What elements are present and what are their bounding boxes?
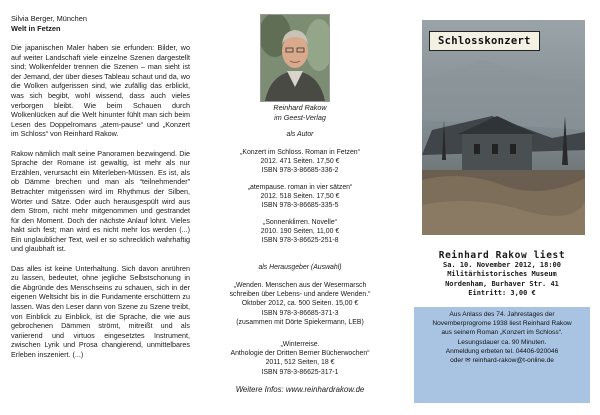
as-author-label: als Autor [286,131,314,138]
book-entry [202,183,398,211]
book-line: 2010. 190 Seiten, 11,00 € [260,228,340,236]
edited-line: ISBN 978-3-86625-317-1 [261,368,339,376]
review-paragraph: Die japanischen Maler haben sie erfunden: Bilder, wo auf weiter Landschaft viele einzelne Szenen dargestellt sind; Wolkenfelder trennen die Szenen – man sieht ist der Jemand, der über dieses Tableau schaut und da, wo die Wolken aufgerissen sind, wie zufällig das erblickt, was sich begibt, wohl wissend, dass auch vieles verborgen bleibt. Wie beim Schauen durch Wolkenlücken auf die Welt hinunter fühlt man sich beim Lesen des Doppelromans „atem-pause“ und „Konzert im Schloss“ von Reinhard Rakow. [11,43,190,139]
edited-line: Anthologie der Dritten Berner Bücherwochen“ [230,350,370,358]
book-line: „Konzert im Schloss. Roman in Fetzen“ [240,149,360,156]
edited-line: ISBN 978-3-86685-371-3 [261,309,339,317]
info-line: Lesungsdauer ca. 90 Minuten. [457,338,547,346]
website-link[interactable]: Weitere Infos: www.reinhardrakow.de [235,385,365,394]
event-date: Sa. 10. November 2012, 18:00 [442,261,561,269]
book-line: 2012. 518 Seiten. 17,50 € [260,193,340,201]
edited-line: „Wenden. Menschen aus der Wesermarsch [233,282,367,289]
book-entry [202,148,398,176]
as-editor-label: als Herausgeber (Auswahl) [258,264,342,271]
event-heading: Reinhard Rakow liest [438,250,566,261]
email-link[interactable]: oder ✉ reinhard-rakow@t-online.de [450,357,554,365]
book-line: ISBN 978-3-86685-335-5 [261,202,339,210]
book-line: „Sonnenklirren. Novelle“ [263,219,337,226]
event-panel [400,0,600,415]
cover-title: Schlosskonzert [429,31,540,51]
info-line: aus seinem Roman „Konzert im Schloss“. [441,329,563,337]
event-venue: Militärhistorisches Museum [447,270,557,279]
edited-line: Oktober 2012, ca. 500 Seiten. 15,00 € [241,300,359,308]
edited-entry [202,340,398,377]
book-line: 2012. 471 Seiten. 17,50 € [260,158,340,166]
info-line: Anmeldung erbeten tel. 04406-920046 [445,347,559,355]
event-details [414,250,590,299]
book-cover-image [422,20,585,235]
review-panel [0,0,200,415]
publisher-line: im Geest-Verlag [274,113,326,122]
book-line: ISBN 978-3-86625-251-8 [261,237,339,245]
review-author: Silvia Berger, München [11,14,87,23]
info-box [414,307,590,403]
book-entry [202,218,398,246]
publisher-line: Reinhard Rakow [273,103,327,112]
edited-line: „Winterreise. [280,341,320,348]
book-line: „atempause. roman in vier sätzen“ [247,184,353,191]
review-paragraph: Das alles ist keine Unterhaltung. Sich davon anrühren zu lassen, bedeutet, ohne jegliche Selbstschonung in die Abgründe des Menschseins zu schauen, sich in der eigenen Weltsicht bis in die Fundamente erschüttern zu lassen. Was den Leser dann von Szene zu Szene treibt, von Einblick zu Einblick, ist die Sprache, die wie aus gebrochenen Dämmen strömt, mitreißt und als variierend und virtuos eingesetztes Instrument, zwischen Lyrik und Prosa changierend, unmittelbares Erleben inszeniert. (...) [11,263,190,359]
book-line: ISBN 978-3-86685-336-2 [261,167,339,175]
edited-entry [202,281,398,327]
info-line: Aus Anlass des 74. Jahrestages der [449,311,555,318]
publisher-heading [202,103,398,123]
author-photo [260,14,330,102]
info-line: Novemberprogrome 1938 liest Reinhard Rakow [432,320,572,328]
event-admission: Eintritt: 3,00 € [468,289,536,298]
review-title: Welt in Fetzen [11,24,61,33]
event-address: Nordenham, Burhaver Str. 41 [445,279,559,288]
edited-line: (zusammen mit Dörte Spiekermann, LEB) [236,318,364,326]
edited-line: schreiben über Lebens- und andere Wenden.“ [229,291,371,299]
edited-line: 2011, 512 Seiten, 18 € [265,359,335,367]
review-paragraph: Rakow nämlich malt seine Panoramen bezwingend. Die Sprache der Romane ist gewaltig, ist mehr als nur Erzählen, verursacht ein Miterleben-Müssen. Es ist, als ob Dämme brechen und man als “teilnehmender” Betrachter mitgerissen wird im Rhythmus der Silben, Wörter und Sätze. Oder auch herausgespült wird aus dem Strom, nicht mehr mitgenommen und gestrandet für den Moment. Doch der nächste Anlauf lohnt. Vieles hakt sich fest; man wird es nicht mehr los werden (...) Ein unglaublicher Text, weil er so schrecklich wahrhaftig und glaubhaft ist. [11,148,190,254]
bibliography-panel [202,0,398,415]
